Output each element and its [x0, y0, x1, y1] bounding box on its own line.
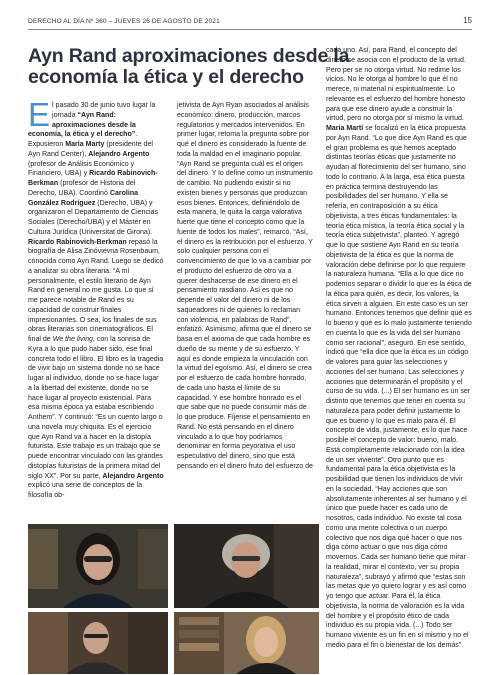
text-run: Carolina González Rodríguez	[28, 189, 139, 207]
text-run: . Expusieron	[28, 131, 138, 148]
text-run: , con la sonrisa de Kyra a lo que pudo haber sido, ese final concreta todo el libro. El libro es la tragedia de vivir bajo un sistema donde no se hace lugar al individuo, donde no se hace lugar a la libertad del existente, donde no se hace lugar al proyecto existencial. Para esa misma época ya estaba escribiendo Anthem”. Y continuó: “Es un cuento largo o una novela muy chiquita. Es el ejercicio que Ayn Rand va a hacer en la distopía futurista. Este trabajo es un trabajo que se puede encontrar vinculado con las grandes distopías futuristas de la primera mitad del siglo XX”.	[28, 336, 164, 480]
column-1-text	[28, 96, 164, 499]
text-run: Alejandro Argento	[88, 150, 150, 158]
text-run: l pasado 30 de junio tuvo lugar la jornada	[52, 102, 156, 119]
article-column-2	[177, 101, 313, 515]
photo-woman-blonde	[174, 612, 319, 674]
text-run: María Martí	[326, 125, 364, 132]
page-header	[28, 17, 472, 30]
text-run: (profesor de Historia del Derecho, UBA). Coordinó	[28, 180, 136, 197]
text-run: Ricardo Rabinovich-Berkman	[28, 170, 158, 187]
text-run: repasó la biografía de Alisa Zinóvievna Rosenbaum, conocida como Ayn Rand. Luego se dedicó a analizar su obra literaria. “A mí personalmente, el estilo literario de Ayn Rand en general no me gusta. Lo que sí me parece notable de Rand es su capacidad de construir finales impresionantes. O sea, los finales de sus obras literarias son cinematográficos. El final de	[28, 238, 164, 343]
header-publication: DERECHO AL DÍA Nº 360 – JUEVES 26 DE AGOSTO DE 2021	[28, 18, 220, 25]
drop-cap: E	[28, 96, 51, 133]
article-column-3	[326, 46, 472, 649]
text-run: cada uno. Así, para Rand, el concepto del dinero se asocia con el producto de la virtud. Pero per se no otorga virtud. No redime los vicios. No le otorga al hombre lo que él no merece, ni material ni espiritualmente. Lo relevante es el esfuerzo del hombre honesto para que ese dinero ayude a construir la virtud, pero no otorga por sí mismo la virtud.	[326, 47, 466, 123]
text-run: (Derecho, UBA) y organizaron el Departamento de Ciencias Sociales (Derecho/UBA) y el Máster en Cultura Jurídica (Universitat de Girona).	[28, 199, 159, 236]
photo-man-glasses	[28, 612, 168, 674]
text-run: (presidente del Ayn Rand Center),	[28, 141, 153, 158]
text-run: Alejandro Argento	[102, 472, 164, 480]
text-run: We the living	[52, 336, 93, 343]
page-number: 15	[463, 16, 472, 25]
text-run: (profesor de Análisis Económico y Financiero, UBA) y	[28, 160, 135, 178]
article-column-1	[28, 96, 164, 515]
photo-woman-glasses	[28, 524, 168, 608]
text-run: se focalizó en la ética propuesta por Ayn Rand. “Lo que dice Ayn Rand es que el gran problema es que hemos aceptado distintas teorías éticas que justamente no ayudan al florecimiento del ser humano, sino todo lo contrario. A la larga, esa ética puesta en práctica termina destruyendo las posibilidades del ser humano. Y ella se refería, en contraposición a su ética objetivista, a tres éticas fundamentales: la teoría ética mística, la teoría ética social y la teoría ética subjetivista”, planteó. Y agregó que lo que sostiene Ayn Rand en su teoría objetivista de la ética es que la norma de valoración debe definirse por lo que requiere la naturaleza humana. “Ella a lo que dice no podemos separar o dividir lo que es la ética de la ética para quién, es decir, los valores, la ética sirven a alguien. En este caso es un ser humano. Entonces tenemos que definir qué es lo bueno y qué es lo malo justamente teniendo en cuenta lo que es la vida del ser humano como ser racional”, aseguró. En ese sentido, indicó que “ella dice que la ética es un código de valores para guiar las selecciones y acciones del ser humano. Las selecciones y acciones que determinarán el propósito y el curso de su vida. (...) El ser humano es un ser distinto que tenemos que tener en cuenta su naturaleza para poder definir justamente lo que es bueno y lo que es malo para él. El concepto de vida, justamente, es lo que hace posible el concepto de valor: bueno, malo. Está completamente relacionado con la idea de un ser viviente”. Otro punto que es fundamental para la ética objetivista es la posibilidad que tienen los individuos de vivir en la sociedad. “Hay acciones que son absolutamente inherentes al ser humano y el único que puede hacer es cada uno de nosotros, cada individuo. No existe tal cosa como una mente colectiva o un cuerpo colectivo que nos diga qué hacer o que nos diga cómo actuar o que nos diga cómo movernos. Cada ser humano tiene que mirar la realidad, mirar el contexto, ver su propia naturaleza”, subrayó y afirmó que “estas son las metas que yo quiero lograr y es así como yo tengo que actuar. Para él, la ética objetivista, la norma de valoración es la vida del hombre y el propósito ético de cada individuo es su propia vida. (...) Todo ser humano viviente es un fin en sí mismo y no el medio para el fin o bienestar de los demás”.	[326, 125, 472, 649]
text-run: explicó una serie de conceptos de la filosofía ob-	[28, 482, 142, 499]
photo-man-gray-hair	[174, 524, 319, 608]
article-title: Ayn Rand aproximaciones desde la economía la ética y el derecho	[28, 45, 350, 88]
text-run: María Marty	[65, 141, 105, 148]
column-2-text: jetivista de Ayn Ryan asociados al análisis económico: dinero, producción, marcos regulatorios y mercados intervenidos. En primer lugar, retoma la pregunta sobre por qué el dinero es considerado la fuente de toda la maldad en el imaginario popular. “Ayn Rand se pregunta cuál es el origen del dinero. Y lo define como un instrumento de cambio. No pudiendo existir si no existen bienes y personas que produzcan esos bienes. Entonces, definiéndolo de esta manera, le quita la carga valorativa fuerte que tiene el concepto como que la fuente de todos los males”, remarcó. “Así, el dinero es la retribución por el esfuerzo. Y solo cualquier persona con el convencimiento de que lo va a cambiar por el producto del esfuerzo de otro va a querer deshacerse de ese dinero en el pensamiento rasdiano. Así es que no depende el valor del dinero ni de los saqueadores ni de quienes lo reclaman con violencia, en palabras de Rand”, enfatizó. Asimismo, afirma que el dinero se basa en el axioma de que cada hombre es dueño de su mente y de su esfuerzo. Y aquí es donde empieza la vinculación con la virtud del egoísmo. Así, el dinero se crea por el esfuerzo de cada hombre honrado, de cada uno hasta el límite de su capacidad. Y ese hombre honrado es el que sabe que no puede consumir más de lo que produce. Fíjense el pensamiento en Rand. No está pensando en el dinero vinculado a lo que hoy podríamos denominar en forma peyorativa el uso especulativo del dinero, sino que está pensando en el dinero fruto del esfuerzo de	[177, 102, 313, 470]
text-run: Ricardo Rabinovich-Berkman	[28, 238, 127, 246]
column-3-text	[326, 47, 472, 649]
text-run: “Ayn Rand: aproximaciones desde la economía, la ética y el derecho”	[28, 111, 136, 139]
text-run: Por su parte,	[58, 472, 103, 480]
